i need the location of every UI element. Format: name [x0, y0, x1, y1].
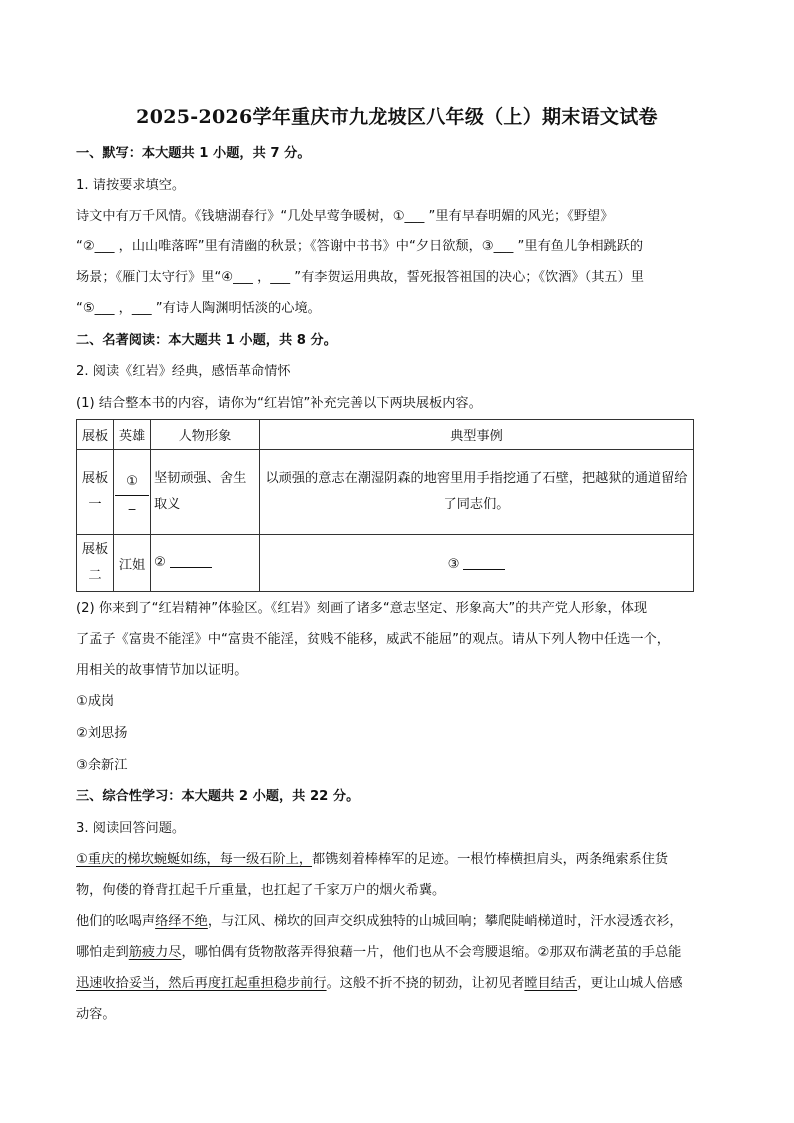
event-answer-cell[interactable] — [260, 535, 694, 592]
underlined-word-luoyibujue: 络绎不绝 — [155, 914, 208, 929]
image-cell: 坚韧顽强、舍生取义 — [151, 450, 260, 535]
section3-heading: 三、综合性学习：本大题共 2 小题，共 22 分。 — [76, 789, 360, 804]
question1-line-1: 诗文中有万千风情。《钱塘湖春行》“几处早莺争暖树，①___ ”里有早春明媚的风光；《野望》 — [76, 209, 614, 224]
underlined-word-chengmujieshe: 瞠目结舌 — [524, 976, 578, 991]
table-header-event: 典型事例 — [260, 420, 694, 450]
table-row — [77, 535, 694, 592]
exhibit-board-table — [76, 419, 694, 592]
table-header-row — [77, 420, 694, 450]
section2-heading: 二、名著阅读：本大题共 1 小题，共 8 分。 — [76, 333, 337, 348]
passage-line-2: 物，佝偻的脊背扛起千斤重量，也扛起了千家万户的烟火希冀。 — [76, 883, 446, 898]
exam-title: 2025-2026学年重庆市九龙坡区八年级（上）期末语文试卷 — [136, 106, 658, 128]
image-answer-cell[interactable] — [151, 535, 260, 592]
question1-line-2: “②___ ，山山唯落晖”里有清幽的秋景；《答谢中书书》中“夕日欲颓，③___ ”里有鱼儿争相跳跃的 — [76, 239, 644, 254]
event-cell: 以顽强的意志在潮湿阴森的地窖里用手指挖通了石壁，把越狱的通道留给了同志们。 — [260, 450, 694, 535]
underlined-sentence-2: 迅速收拾妥当，然后再度扛起重担稳步前行 — [76, 976, 327, 991]
table-header-image: 人物形象 — [151, 420, 260, 450]
hero-blank-cell[interactable] — [114, 450, 151, 535]
option-yuxinjiang: ③余新江 — [76, 758, 128, 773]
question2-sub2-line-1: (2) 你来到了“红岩精神”体验区。《红岩》刻画了诸多“意志坚定、形象高大”的共产党人形象，体现 — [76, 601, 648, 616]
image-answer-marker: ② — [154, 555, 166, 570]
hero-blank-marker: ① — [126, 473, 138, 489]
event-answer-line[interactable] — [463, 555, 505, 570]
passage-line-4 — [76, 943, 681, 963]
hero-blank-tail: _ — [128, 495, 136, 511]
hero-jiangjie-cell: 江姐 — [114, 535, 151, 592]
image-answer-line[interactable] — [170, 553, 212, 568]
section1-heading: 一、默写：本大题共 1 小题，共 7 分。 — [76, 146, 311, 161]
table-header-hero: 英雄 — [114, 420, 151, 450]
question2-sub2-line-3: 用相关的故事情节加以证明。 — [76, 663, 248, 678]
passage-text: 都镌刻着棒棒军的足迹。一根竹棒横担肩头，两条绳索系住货 — [312, 852, 669, 867]
question1-line-3: 场景；《雁门太守行》里“④___ ，___ ”有李贺运用典故，誓死报答祖国的决心；《饮酒》（其五）里 — [76, 270, 644, 285]
passage-text: 他们的吆喝声 — [76, 914, 156, 929]
passage-line-6: 动容。 — [76, 1007, 116, 1022]
passage-line-5 — [76, 974, 683, 994]
question3-label: 3. 阅读回答问题。 — [76, 821, 186, 836]
option-liusiyang: ②刘思扬 — [76, 726, 128, 741]
passage-line-3 — [76, 912, 683, 932]
underlined-word-jinpilijin: 筋疲力尽 — [128, 945, 182, 960]
question2-sub2-line-2: 了孟子《富贵不能淫》中“富贵不能淫，贫贱不能移，威武不能屈”的观点。请从下列人物中任选一个， — [76, 632, 670, 647]
table-row — [77, 450, 694, 535]
passage-text: ，更让山城人倍感 — [577, 976, 683, 991]
event-answer-marker: ③ — [447, 556, 460, 572]
board-one-cell: 展板一 — [77, 450, 114, 535]
question2-label: 2. 阅读《红岩》经典，感悟革命情怀 — [76, 364, 291, 379]
passage-text: 。这般不折不挠的韧劲，让初见者 — [326, 976, 525, 991]
table-header-board: 展板 — [77, 420, 114, 450]
question2-sub1: (1) 结合整本书的内容，请你为“红岩馆”补充完善以下两块展板内容。 — [76, 396, 482, 411]
board-two-cell: 展板二 — [77, 535, 114, 592]
passage-text: ，与江风、梯坎的回声交织成独特的山城回响；攀爬陡峭梯道时，汗水浸透衣衫， — [207, 914, 683, 929]
question1-label: 1. 请按要求填空。 — [76, 178, 186, 193]
passage-text: ，哪怕偶有货物散落弄得狼藉一片，他们也从不会弯腰退缩。②那双布满老茧的手总能 — [181, 945, 682, 960]
passage-line-1 — [76, 850, 668, 870]
passage-text: 哪怕走到 — [76, 945, 129, 960]
underlined-sentence-1: ①重庆的梯坎蜿蜒如练，每一级石阶上， — [76, 852, 313, 867]
option-chenggang: ①成岗 — [76, 694, 115, 709]
question1-line-4: “⑤___ ，___ ”有诗人陶渊明恬淡的心境。 — [76, 301, 321, 316]
